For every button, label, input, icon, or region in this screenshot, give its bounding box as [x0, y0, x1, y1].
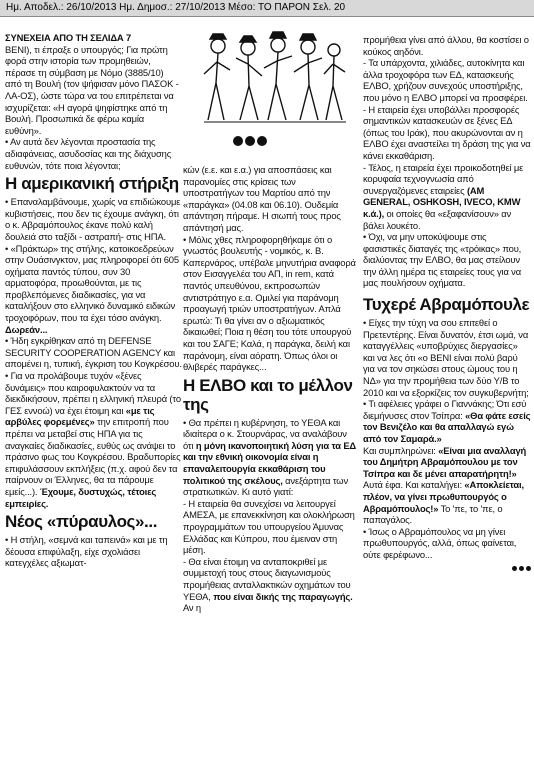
clipping-header-bar	[0, 0, 534, 17]
clipping-header-text: Ημ. Αποδελ.: 26/10/2013 Ημ. Δημοσ.: 27/10/2013 Μέσο: ΤΟ ΠΑΡΟΝ Σελ. 20	[6, 2, 346, 13]
paragraph: • Μόλις χθες πληροφορηθήκαμε ότι ο γνωστός βουλευτής - νομικός, κ. Β. Καπερνάρος, υπέβαλε μηνυτήρια αναφορά στον Εισαγγελέα του ΑΠ, in rem, κατά παντός υπευθύνου, εκπροσωπών αντιστράτηγο ε.α. Ομιλεί για παράνομη προαγωγή τριών υποστρατήγων. Απλά ερωτώ: Τι θα γίνει αν ο αξιωματικός δικαιωθεί; Ποια η θέση του τότε υπουργού και του ΣΑΓΕ; Καλά, η παράγκα, δειλή και παράνομη, είναι αόρατη. Όπως όλοι οι θλιβερές παράγκες...	[183, 233, 356, 373]
paragraph-text: Αυτά έφα. Και καταλήγει:	[363, 479, 462, 491]
emphasis-text: η μόνη ικανοποιητική λύση για τα ΕΔ και την εθνική οικονομία είναι η επαναλειτουργία εκκαθάριση του πολιτικού της σκέλους,	[183, 439, 357, 486]
paragraph: • Η στήλη, «σεμνά και ταπεινά» και με τη δέουσα επιφύλαξη, είχε σχολιάσει κατεγχέλες αξιωματ-	[5, 534, 168, 569]
paragraph: • Αν αυτά δεν λέγονται προστασία της αδιαφάνειας, ασυδοσίας και της διάχυσης ευθυνών, τότε ποια λέγονται;	[5, 136, 172, 171]
paragraph: • Είχες την τύχη να σου επιτεθεί ο Πρετεντέρης. Είναι δυνατόν, έτσι ωμά, να καταγγέλλεις «υποβρύχιες διεργασίες» και να λες ότι «ο ΒΕΝΙ είναι πολύ βαρύ για να τον σηκώσει στους ώμους του η ΝΔ» για την προμήθεια των δύο Υ/Β το 2010 και να εξορκίζεις τον συγκυβερνήτη;	[363, 317, 529, 398]
emphasis-text: «με τις αρβύλες φορεμένες»	[5, 404, 155, 428]
paragraph-text: - Θα είναι έτοιμη να ανταποκριθεί με συμμετοχή τους στους διαγωνισμούς προμήθειας ανταλλακτικών οχημάτων του ΥΕΘΑ,	[183, 555, 351, 602]
emphasis-text: «Θα φάτε εσείς τον Βενιζέλο και θα απαλλαγώ εγώ από τον Σαμαρά.»	[363, 409, 531, 444]
paragraph: - Η εταιρεία έχει υποβάλλει προσφορές σημαντικών κατασκευών σε ξένες ΕΔ (όπως του Ιράκ), που ακυρώνονται αν η ΕΛΒΟ έχει αναστείλει τη δράση της για να κάνει εκκαθάριση.	[363, 103, 531, 161]
caricature-figures-illustration	[196, 28, 348, 128]
column-middle	[183, 164, 356, 614]
column-right	[363, 34, 531, 573]
paragraph	[363, 445, 531, 526]
emphasis-text: «Αποκλείεται, πλέον, να γίνει πρωθυπουργός ο Αβραμόπουλος!»	[363, 479, 524, 514]
paragraph	[5, 370, 182, 509]
paragraph-text: οι οποίες θα «εξαφανίσουν» αν βάλει λουκέτο.	[363, 207, 512, 231]
paragraph: • Ίσως ο Αβραμόπουλος να μη γίνει πρωθυπουργός, αλλά, όπως φαίνεται, ούτε φερέφωνο...	[363, 525, 517, 560]
emphasis-text: Δωρεάν...	[5, 323, 48, 335]
paragraph-text: • «Πράκτωρ» της στήλης, κατοικοεδρεύων στην Ουάσινγκτον, μας πληροφορεί ότι 605 οχήματα παντός τύπου, συν 30 αρματοφόρα, προωθούνται, με τις προβλεπόμενες διαδικασίες, για να καταλήξουν στο ελληνικό δυναμικό ειδικών τροχοφόρων, που τα έχει τόσο ανάγκη.	[5, 242, 179, 324]
paragraph-text: - Τέλος, η εταιρεία έχει προικοδοτηθεί με κορυφαία τεχνογνωσία από συνεργαζόμενες εταιρείες	[363, 161, 524, 196]
column-left	[5, 32, 182, 569]
paragraph-text: • Για να προλάβουμε τυχόν «ξένες δυνάμεις» που καιροφυλακτούν να τα διεκδικήσουν, πρέπει η ελληνική πλευρά (το ΓΕΣ εννοώ) να έχει έτοιμη και	[5, 370, 181, 416]
paragraph-text: Αν η	[183, 602, 201, 614]
paragraph	[183, 556, 356, 614]
end-dot	[526, 566, 531, 571]
ornament-dot	[257, 136, 267, 146]
continued-from-label: ΣΥΝΕΧΕΙΑ ΑΠΟ ΤΗ ΣΕΛΙΔΑ 7	[5, 32, 132, 43]
paragraph	[363, 398, 531, 444]
paragraph-text: • Θα πρέπει η κυβέρνηση, το ΥΕΘΑ και ιδιαίτερα ο κ. Στουρνάρας, να αναλάβουν ότι	[183, 416, 347, 451]
paragraph: - Η εταιρεία θα συνεχίσει να λειτουργεί ΑΜΕΣΑ, με επανεκκίνηση και ολοκλήρωση προγραμμάτων του υπουργείου Άμυνας Ελλάδας και Κύπρου, που έμειναν στη μέση.	[183, 497, 355, 556]
caricature-figures-icon	[196, 28, 348, 128]
paragraph-text: την επιτροπή που πρέπει να μεταβεί στις ΗΠΑ για τις αναγκαίες διαδικασίες, ευθύς ως ανάψει το πράσινο φως του Κογκρέσου. Βραδυπορίες επιφυλάσσουν εκπλήξεις (π.χ. αφού δεν τα παίρνουν οι Έλληνες, θα τα πάρουμε εμείς...).	[5, 416, 181, 497]
ornament-dot	[245, 136, 255, 146]
paragraph-text: • Τι αφέλειες γράφει ο Γιαννάκης; Ότι εσύ διεμήνυσες στον Τσίπρα:	[363, 398, 527, 421]
paragraph: • Επαναλαμβάνουμε, χωρίς να επιδιώκουμε κυβιστήσεις, που δεν τις έχουμε ανάγκη, ότι ο κ. Αβραμόπουλος έκανε πολύ καλή δουλειά στο ταξίδι - αστραπή- στις ΗΠΑ.	[5, 196, 181, 242]
paragraph: BENI), τι έπραξε ο υπουργός; Για πρώτη φορά στην ιστορία των προμηθειών, πέρασε τη σύμβαση με Νόμο (3885/10) από τη Βουλή (τον ψήφισαν μόνο ΠΑΣΟΚ - ΛΑ-ΟΣ), ώστε τώρα να του επιτρέπεται να ισχυρίζεται: «Η αγορά ψηφίστηκε από τη Βουλή. Προσωπικά δε φέρω καμία ευθύνη».	[5, 43, 179, 136]
end-dot	[512, 566, 517, 571]
paragraph-text: ανεξάρτητα των στρατιωτικών. Κι αυτό γιατί:	[183, 474, 348, 498]
emphasis-text: Έχουμε, δυστυχώς, τέτοιες εμπειρίες.	[5, 485, 157, 509]
end-dot	[519, 566, 524, 571]
paragraph: - Τα υπάρχοντα, χιλιάδες, αυτοκίνητα και άλλα τροχοφόρα των ΕΔ, κατασκευής ΕΛΒΟ, χρήζουν συνεχούς υποστήριξης, που μόνο η ΕΛΒΟ μπορεί να προσφέρει.	[363, 57, 528, 103]
paragraph: • Ήδη εγκρίθηκαν από τη DEFENSE SECURITY COOPERATION AGENCY και απομένει η, τυπική, έγκριση του Κογκρέσου.	[5, 335, 182, 370]
emphasis-text: (AM GENERAL, OSHKOSH, IVECO, KMW κ.ά.),	[363, 184, 521, 219]
paragraph: προμήθεια γίνει από άλλου, θα κοστίσει ο κούκος αηδόνι.	[363, 34, 529, 57]
end-of-article-dots	[363, 562, 531, 574]
paragraph-text: Και συμπληρώνει:	[363, 444, 436, 456]
emphasis-text: που είναι δικής της παραγωγής.	[213, 590, 353, 602]
section-heading-elvo-future: Η ΕΛΒΟ και το μέλλον της	[183, 375, 353, 414]
ornament-dots	[233, 133, 269, 151]
section-heading-american-support: Η αμερικανική στήριξη	[5, 174, 179, 194]
section-heading-lucky-avramopoulos: Τυχερέ Αβραμόπουλε	[363, 295, 530, 315]
paragraph	[363, 162, 531, 232]
paragraph-text: Το 'πε, το 'πε, ο παπαγάλος.	[363, 502, 503, 526]
paragraph: • Όχι, να μην υποκύψουμε στις φασιστικές διαταγές της «τρόικας» που, διαλύοντας την ΕΛΒΟ, θα μας στείλουν την άλλη ημέρα τις εταιρείες τους για να μας πουλήσουν οχήματα.	[363, 231, 522, 289]
ornament-dot	[233, 136, 243, 146]
paragraph	[5, 243, 182, 336]
paragraph: κών (ε.ε. και ε.α.) για αποσπάσεις και παρανομίες στις κρίσεις των υποστρατήγων του Μαρτίου από την «παράγκα» (04.08 και 06.10). Ουδεμία απάντηση πήραμε. Η σιωπή τους προς απάντησή μας.	[183, 164, 341, 233]
emphasis-text: «Είναι μια αναλλαγή του Δημήτρη Αβραμόπουλου με τον Τσίπρα και δε μένει απαρατήρητη!»	[363, 444, 527, 479]
paragraph	[183, 417, 356, 498]
section-heading-new-missile: Νέος «πύραυλος»...	[5, 512, 158, 532]
